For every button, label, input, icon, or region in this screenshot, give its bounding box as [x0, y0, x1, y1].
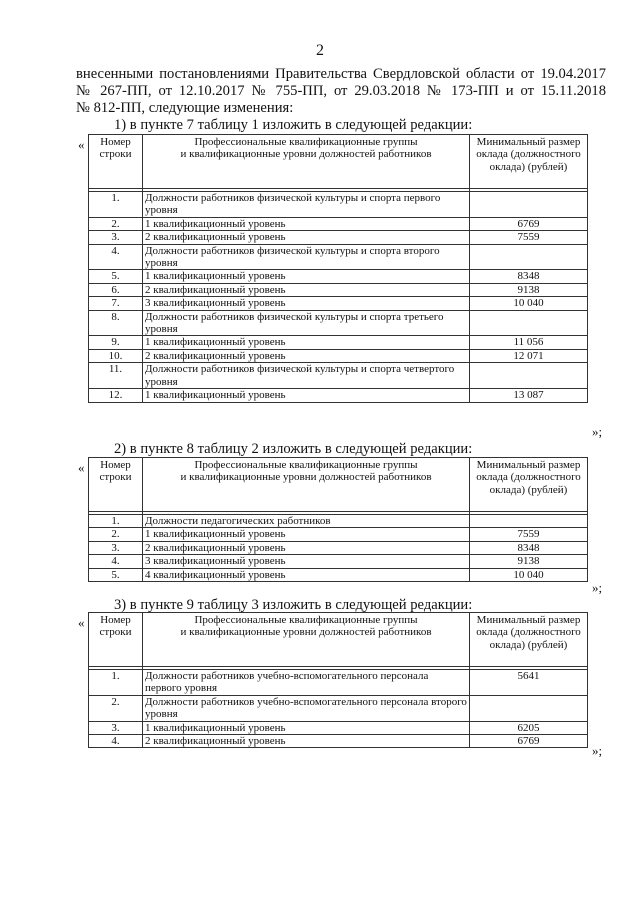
table-row: 2. Должности работников учебно-вспомогательного персонала второго уровня	[89, 695, 588, 721]
table-row: 11. Должности работников физической культуры и спорта четвертого уровня	[89, 363, 588, 389]
table-row: 5. 4 квалификационный уровень 10 040	[89, 568, 588, 581]
header-salary: Минимальный размер оклада (должностного оклада) (рублей)	[470, 458, 588, 512]
section-2-heading: 2) в пункте 8 таблицу 2 изложить в следующей редакции:	[114, 441, 473, 457]
table-row: 3. 2 квалификационный уровень 7559	[89, 231, 588, 244]
quote-open-3: «	[78, 615, 85, 630]
table-row: 5. 1 квалификационный уровень 8348	[89, 270, 588, 283]
intro-line-2: № 267-ПП, от 12.10.2017 № 755-ПП, от 29.03.2018 № 173-ПП и от 15.11.2018	[76, 83, 606, 99]
table-row: 2. 1 квалификационный уровень 7559	[89, 528, 588, 541]
intro-line-3: № 812-ПП, следующие изменения:	[76, 100, 294, 116]
table-row: 8. Должности работников физической культуры и спорта третьего уровня	[89, 310, 588, 336]
header-qualification: Профессиональные квалификационные группы и квалификационные уровни должностей работников	[143, 613, 470, 667]
quote-open-1: «	[78, 137, 85, 152]
table-2-header	[89, 458, 588, 512]
table-row: 4. 2 квалификационный уровень 6769	[89, 735, 588, 748]
section-1-heading: 1) в пункте 7 таблицу 1 изложить в следующей редакции:	[114, 117, 473, 133]
table-row: 3. 1 квалификационный уровень 6205	[89, 721, 588, 734]
table-1	[88, 134, 588, 403]
table-1-header	[89, 135, 588, 189]
quote-close-1: »;	[592, 424, 603, 439]
header-row-number: Номер строки	[89, 458, 143, 512]
header-salary: Минимальный размер оклада (должностного оклада) (рублей)	[470, 613, 588, 667]
table-row: 7. 3 квалификационный уровень 10 040	[89, 297, 588, 310]
table-row: 1. Должности работников физической культуры и спорта первого уровня	[89, 192, 588, 218]
quote-close-2: »;	[592, 580, 603, 595]
section-3-heading: 3) в пункте 9 таблицу 3 изложить в следующей редакции:	[114, 597, 473, 613]
header-qualification: Профессиональные квалификационные группы и квалификационные уровни должностей работников	[143, 135, 470, 189]
table-row: 9. 1 квалификационный уровень 11 056	[89, 336, 588, 349]
header-qualification: Профессиональные квалификационные группы и квалификационные уровни должностей работников	[143, 458, 470, 512]
quote-close-3: »;	[592, 743, 603, 758]
header-row-number: Номер строки	[89, 135, 143, 189]
table-row: 10. 2 квалификационный уровень 12 071	[89, 349, 588, 362]
table-2	[88, 457, 588, 582]
header-row-number: Номер строки	[89, 613, 143, 667]
table-row: 4. Должности работников физической культуры и спорта второго уровня	[89, 244, 588, 270]
table-row: 1. Должности педагогических работников	[89, 515, 588, 528]
intro-line-1: внесенными постановлениями Правительства Свердловской области от 19.04.2017	[76, 66, 606, 82]
page-number: 2	[316, 42, 324, 59]
table-row: 4. 3 квалификационный уровень 9138	[89, 555, 588, 568]
table-row: 3. 2 квалификационный уровень 8348	[89, 541, 588, 554]
quote-open-2: «	[78, 460, 85, 475]
table-3-header	[89, 613, 588, 667]
table-3	[88, 612, 588, 748]
intro-paragraph	[76, 66, 606, 117]
table-row: 6. 2 квалификационный уровень 9138	[89, 283, 588, 296]
header-salary: Минимальный размер оклада (должностного оклада) (рублей)	[470, 135, 588, 189]
table-row: 12. 1 квалификационный уровень 13 087	[89, 389, 588, 402]
table-row: 1. Должности работников учебно-вспомогательного персонала первого уровня 5641	[89, 670, 588, 696]
table-row: 2. 1 квалификационный уровень 6769	[89, 217, 588, 230]
